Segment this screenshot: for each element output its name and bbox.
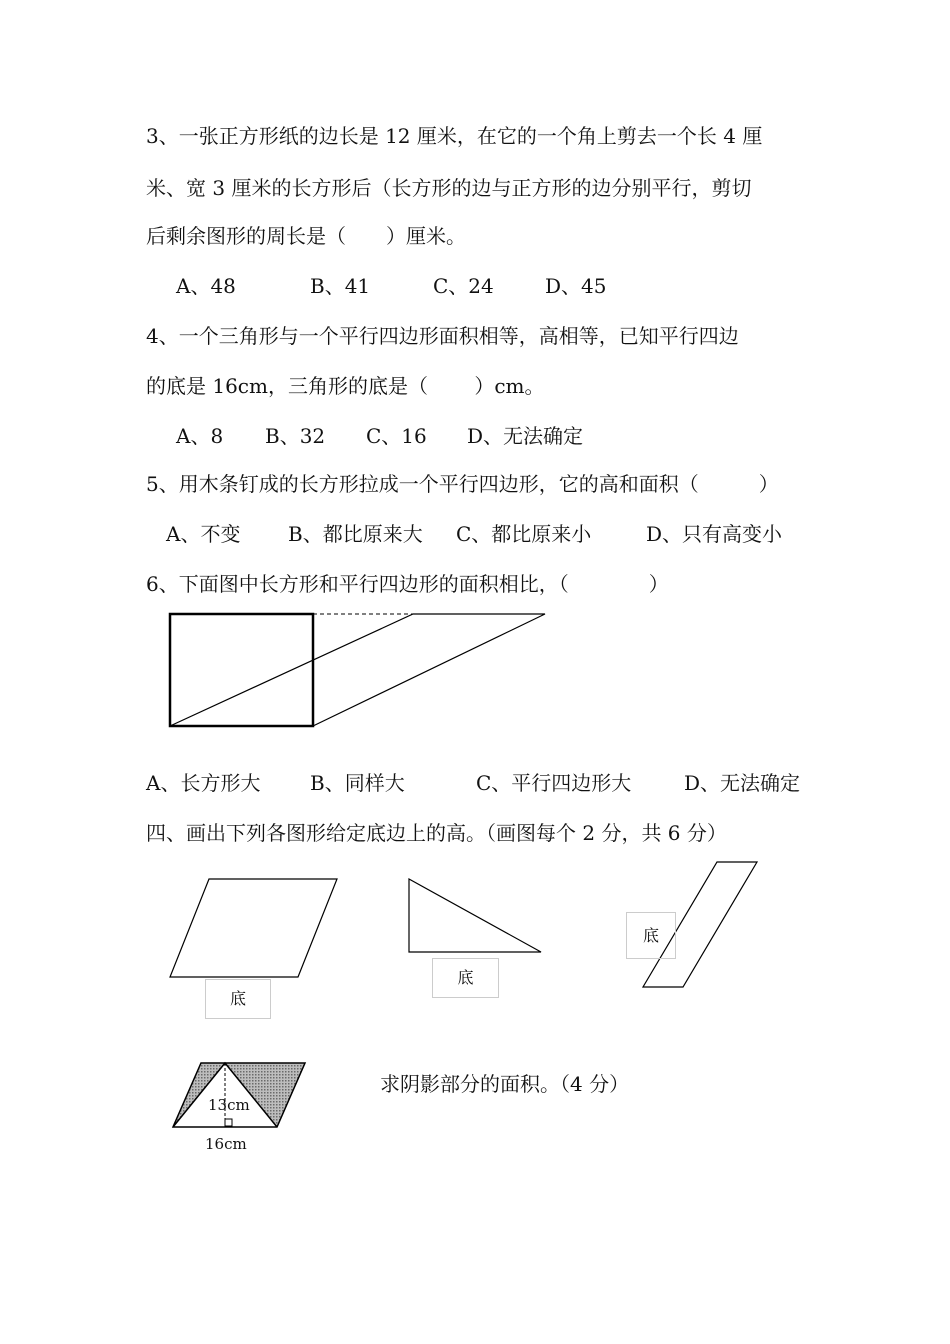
q5-option-c: C、都比原来小 xyxy=(456,522,592,546)
q3-line-3: 后剩余图形的周长是（ ）厘米。 xyxy=(146,224,466,248)
q3-option-c: C、24 xyxy=(433,274,494,298)
shaded-base-label: 16cm xyxy=(205,1135,247,1153)
q5-line-1: 5、用木条钉成的长方形拉成一个平行四边形，它的高和面积（ ） xyxy=(146,472,779,496)
shaded-height-label: 13cm xyxy=(208,1096,250,1114)
base-label-box-3 xyxy=(626,912,676,959)
section4-parallelogram-1 xyxy=(170,879,337,977)
base-label-2: 底 xyxy=(457,968,474,987)
q5-option-a: A、不变 xyxy=(166,522,241,546)
q3-option-d: D、45 xyxy=(545,274,607,298)
right-angle-mark xyxy=(225,1119,232,1126)
q6-option-d: D、无法确定 xyxy=(684,771,801,795)
q4-option-b: B、32 xyxy=(265,424,326,448)
q4-option-a: A、8 xyxy=(176,424,224,448)
q4-line-1: 4、一个三角形与一个平行四边形面积相等，高相等，已知平行四边 xyxy=(146,324,739,348)
q4-option-c: C、16 xyxy=(366,424,427,448)
q6-option-c: C、平行四边形大 xyxy=(476,771,632,795)
q6-option-b: B、同样大 xyxy=(310,771,405,795)
base-label-1: 底 xyxy=(229,989,246,1008)
q6-option-a: A、长方形大 xyxy=(146,771,261,795)
q5-option-b: B、都比原来大 xyxy=(288,522,423,546)
shaded-right-triangle xyxy=(225,1063,305,1127)
base-label-box-2 xyxy=(432,958,499,998)
section4-right-triangle xyxy=(409,879,541,952)
q3-line-2: 米、宽 3 厘米的长方形后（长方形的边与正方形的边分别平行，剪切 xyxy=(146,176,752,200)
base-label-box-1 xyxy=(205,979,271,1019)
q4-line-2: 的底是 16cm，三角形的底是（ ）cm。 xyxy=(146,374,545,398)
q6-line-1: 6、下面图中长方形和平行四边形的面积相比，（ ） xyxy=(146,572,669,596)
shaded-figure xyxy=(173,1063,305,1127)
q6-parallelogram xyxy=(170,614,545,726)
q6-figure xyxy=(170,614,545,726)
q5-option-d: D、只有高变小 xyxy=(646,522,783,546)
q3-line-1: 3、一张正方形纸的边长是 12 厘米，在它的一个角上剪去一个长 4 厘 xyxy=(146,124,763,148)
shaded-question: 求阴影部分的面积。（4 分） xyxy=(380,1072,630,1096)
q3-option-b: B、41 xyxy=(310,274,371,298)
q4-option-d: D、无法确定 xyxy=(467,424,584,448)
base-label-3: 底 xyxy=(642,925,659,945)
q3-option-a: A、48 xyxy=(176,274,236,298)
section4-title: 四、画出下列各图形给定底边上的高。（画图每个 2 分，共 6 分） xyxy=(146,821,727,845)
